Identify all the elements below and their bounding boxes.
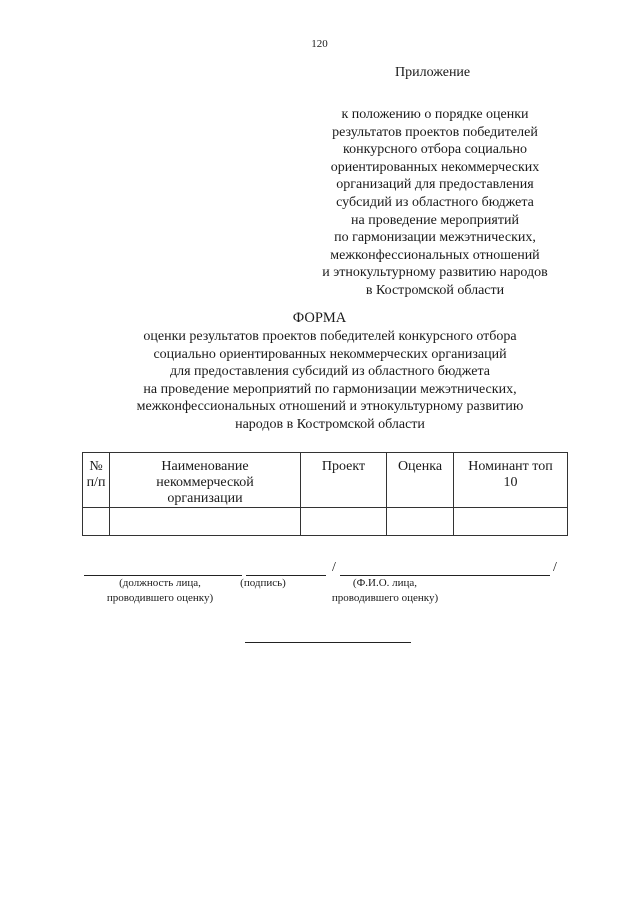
header-text: Номинант топ (468, 459, 553, 474)
appendix-line: на проведение мероприятий (351, 212, 519, 228)
appendix-line: конкурсного отбора социально (343, 142, 527, 158)
evaluation-table (82, 452, 568, 536)
appendix-line: организаций для предоставления (336, 177, 534, 193)
table-cell[interactable] (454, 508, 568, 536)
appendix-line: ориентированных некоммерческих (330, 159, 540, 175)
table-cell[interactable] (301, 508, 387, 536)
header-text: № (89, 459, 103, 474)
header-text: некоммерческой (156, 475, 254, 490)
column-header-organization (110, 453, 301, 508)
column-header-score (387, 453, 454, 508)
slash-separator: / (332, 560, 336, 575)
caption-full-name (310, 576, 460, 605)
column-header-nominee (454, 453, 568, 508)
appendix-line: к положению о порядке оценки (341, 107, 529, 122)
caption-line: проводившего оценку) (106, 591, 214, 604)
header-text: Наименование (161, 459, 249, 474)
appendix-line: по гармонизации межэтнических, (334, 230, 536, 246)
page-number: 120 (311, 38, 328, 50)
appendix-line: результатов проектов победителей (332, 124, 538, 140)
caption-position (80, 576, 240, 605)
column-header-project (301, 453, 387, 508)
form-subtitle-line: межконфессиональных отношений и этнокультурному развитию (136, 399, 524, 414)
table-row (83, 508, 568, 536)
appendix-line: в Костромской области (365, 282, 505, 298)
header-text: Проект (321, 459, 366, 474)
form-title: ФОРМА (292, 310, 347, 326)
appendix-line: и этнокультурному развитию народов (322, 265, 548, 281)
header-text: 10 (503, 475, 518, 490)
caption-line: (Ф.И.О. лица, (352, 577, 418, 589)
closing-divider (245, 642, 411, 643)
table-cell[interactable] (110, 508, 301, 536)
form-subtitle-line: социально ориентированных некоммерческих организаций (153, 346, 507, 362)
header-text: п/п (86, 475, 106, 490)
slash-separator: / (553, 560, 557, 575)
appendix-line: межконфессиональных отношений (330, 247, 540, 263)
form-subtitle-line: для предоставления субсидий из областного бюджета (169, 364, 490, 379)
form-subtitle-line: оценки результатов проектов победителей конкурсного отбора (143, 329, 517, 344)
header-text: Оценка (397, 459, 443, 474)
caption-line: проводившего оценку) (331, 591, 439, 604)
form-subtitle-line: народов в Костромской области (235, 416, 425, 432)
table-cell[interactable] (387, 508, 454, 536)
appendix-title: Приложение (395, 65, 471, 80)
appendix-line: субсидий из областного бюджета (336, 194, 534, 210)
form-subtitle-line: на проведение мероприятий по гармонизации межэтнических, (143, 381, 517, 397)
appendix-text (290, 106, 580, 300)
caption-line: (должность лица, (119, 577, 201, 589)
caption-signature: (подпись) (240, 577, 286, 589)
header-text: организации (167, 491, 243, 506)
column-header-number (83, 453, 110, 508)
table-header-row (83, 453, 568, 508)
form-subtitle (100, 328, 560, 433)
table-cell[interactable] (83, 508, 110, 536)
